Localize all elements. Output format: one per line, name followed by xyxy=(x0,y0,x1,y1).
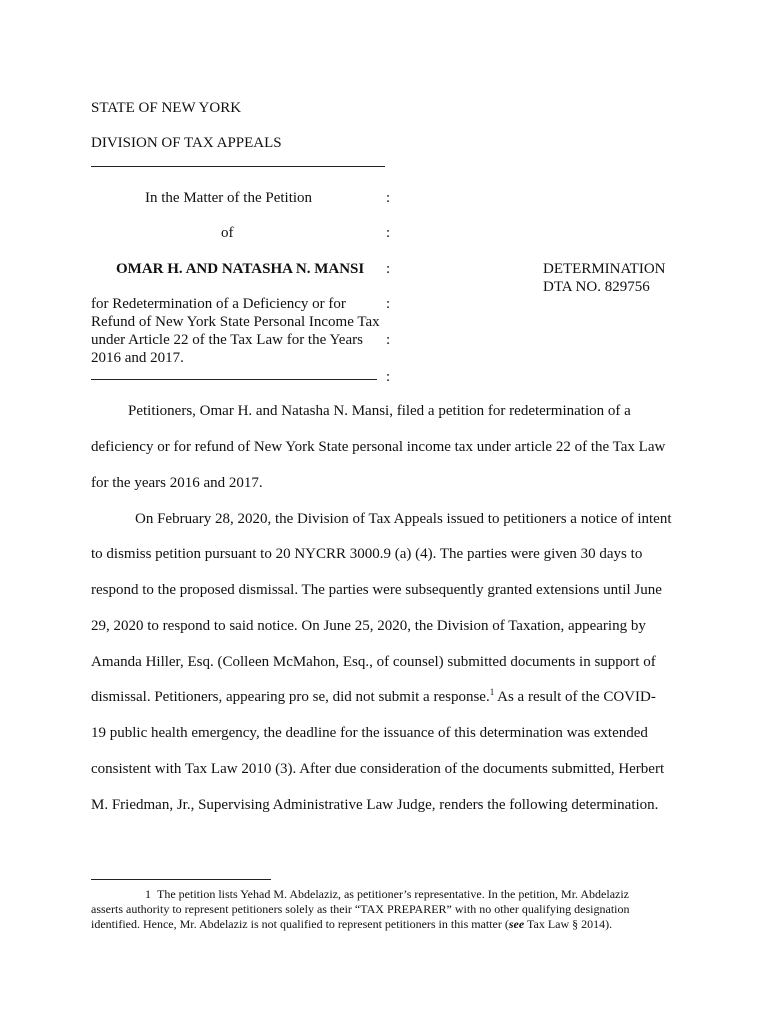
footnote-line xyxy=(91,917,612,931)
body-line: On February 28, 2020, the Division of Tax Appeals issued to petitioners a notice of intent xyxy=(135,511,672,527)
body-line: consistent with Tax Law 2010 (3). After due consideration of the documents submitted, Herbert xyxy=(91,761,665,777)
footnote-reference: 1 xyxy=(489,687,495,697)
caption-colon: : xyxy=(386,296,391,312)
footnote-text: Tax Law § 2014). xyxy=(524,917,613,931)
body-line: respond to the proposed dismissal. The parties were subsequently granted extensions until June xyxy=(91,582,662,598)
body-line: for the years 2016 and 2017. xyxy=(91,475,263,491)
body-line: 29, 2020 to respond to said notice. On June 25, 2020, the Division of Taxation, appearing by xyxy=(91,618,646,634)
caption-colon: : xyxy=(386,225,391,241)
body-line: deficiency or for refund of New York State personal income tax under article 22 of the Tax Law xyxy=(91,439,666,455)
body-line: 19 public health emergency, the deadline for the issuance of this determination was extended xyxy=(91,725,648,741)
determination-title: DETERMINATION xyxy=(543,261,666,277)
footnote-line xyxy=(91,887,629,901)
body-line: M. Friedman, Jr., Supervising Administrative Law Judge, renders the following determination. xyxy=(91,797,659,813)
body-line-text: dismissal. Petitioners, appearing pro se, did not submit a response. xyxy=(91,689,490,705)
caption-petitioners: OMAR H. AND NATASHA N. MANSI xyxy=(116,261,365,277)
caption-colon: : xyxy=(386,261,391,277)
dta-number: DTA NO. 829756 xyxy=(543,279,650,295)
body-line: to dismiss petition pursuant to 20 NYCRR 3000.9 (a) (4). The parties were given 30 days to xyxy=(91,546,643,562)
footnote-line: asserts authority to represent petitioners solely as their “TAX PREPARER” with no other qualifying designation xyxy=(91,902,630,916)
caption-colon: : xyxy=(386,369,391,385)
footnote-rule xyxy=(91,879,271,880)
footnote-text: identified. Hence, Mr. Abdelaziz is not qualified to represent petitioners in this matter ( xyxy=(91,917,509,931)
body-line-text: As a result of the COVID- xyxy=(494,689,656,705)
caption-purpose-line: Refund of New York State Personal Income Tax xyxy=(91,314,380,330)
footnote-number: 1 xyxy=(145,887,151,901)
body-line xyxy=(91,688,656,706)
caption-in-the-matter: In the Matter of the Petition xyxy=(145,190,313,206)
caption-purpose-line: under Article 22 of the Tax Law for the Years xyxy=(91,332,363,348)
caption-of: of xyxy=(221,225,234,241)
state-heading: STATE OF NEW YORK xyxy=(91,100,242,116)
caption-colon: : xyxy=(386,332,391,348)
footnote-see: see xyxy=(508,917,525,931)
footnote-text: The petition lists Yehad M. Abdelaziz, as petitioner’s representative. In the petition, Mr. Abdelaziz xyxy=(157,887,630,901)
caption-rule xyxy=(91,379,377,380)
division-heading: DIVISION OF TAX APPEALS xyxy=(91,135,282,151)
body-line: Amanda Hiller, Esq. (Colleen McMahon, Esq., of counsel) submitted documents in support of xyxy=(91,654,656,670)
caption-purpose-line: for Redetermination of a Deficiency or for xyxy=(91,296,346,312)
caption-colon: : xyxy=(386,190,391,206)
body-line: Petitioners, Omar H. and Natasha N. Mansi, filed a petition for redetermination of a xyxy=(128,403,631,419)
header-rule xyxy=(91,166,385,167)
caption-purpose-line: 2016 and 2017. xyxy=(91,350,184,366)
